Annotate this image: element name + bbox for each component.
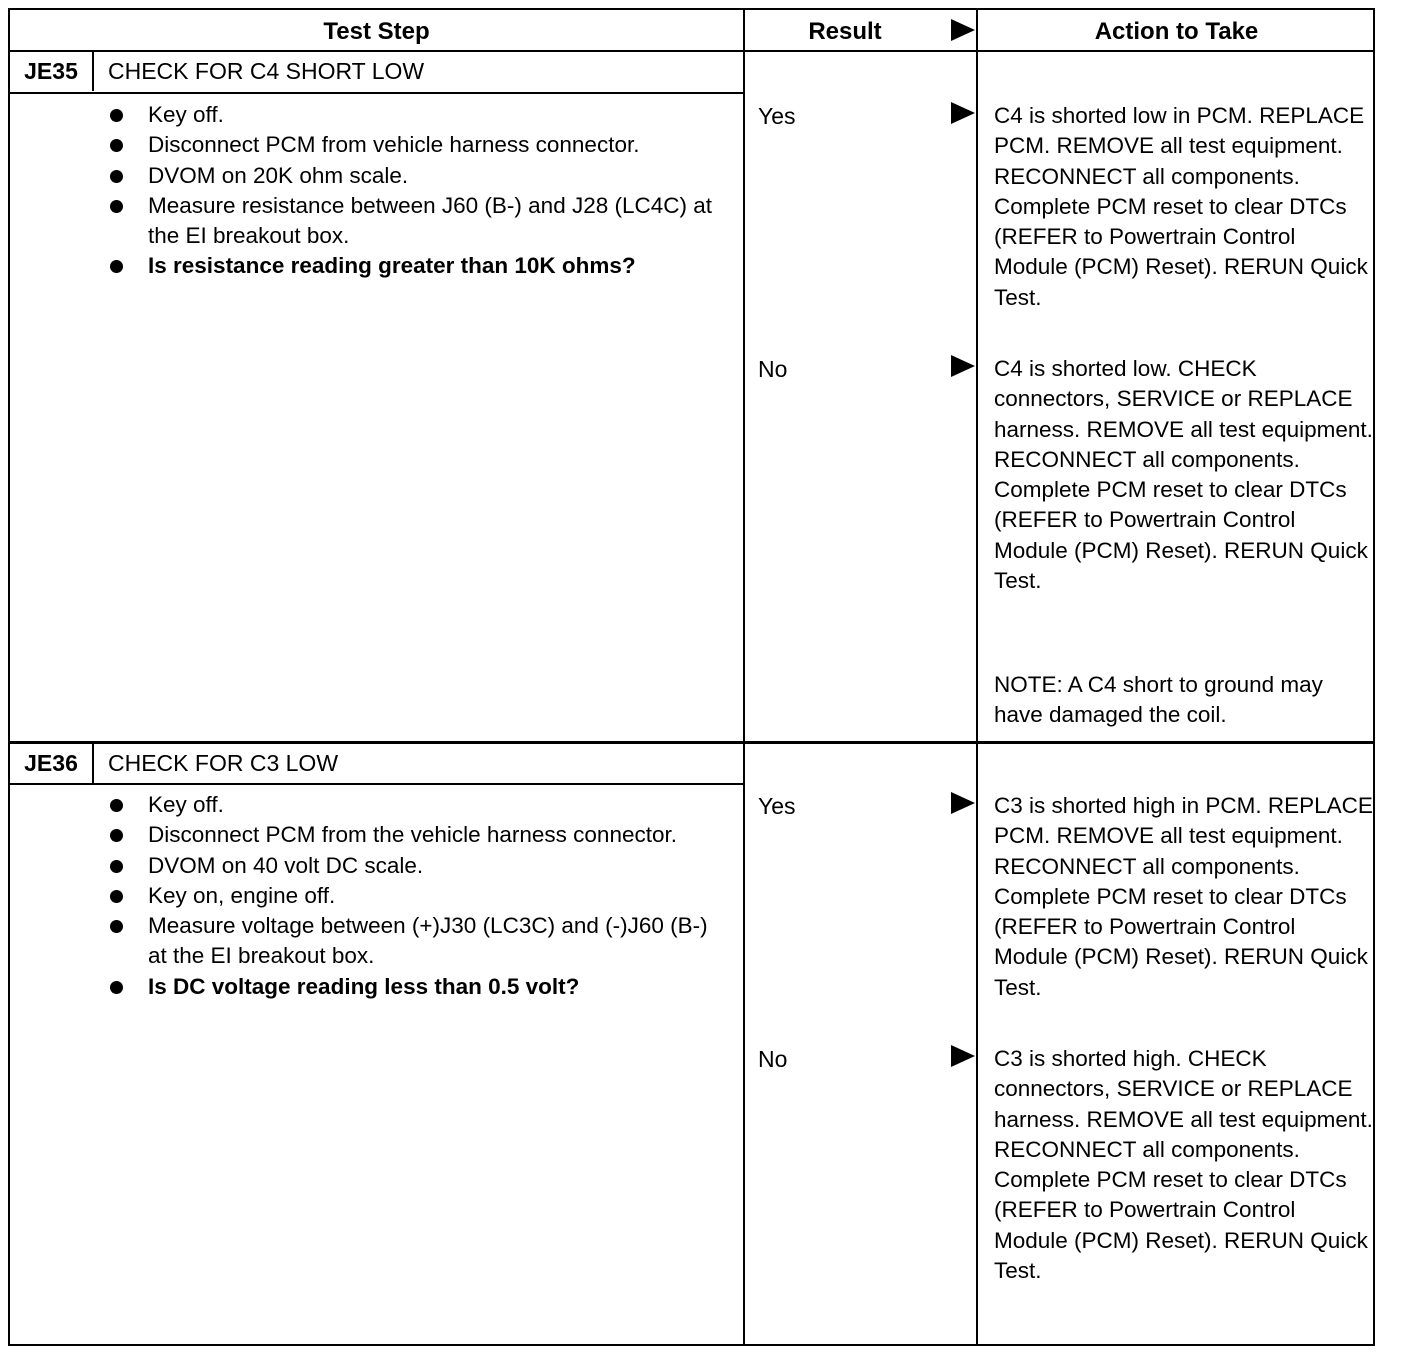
list-item: Key on, engine off. [106, 881, 726, 911]
result-no: No [758, 1046, 788, 1072]
list-item: DVOM on 40 volt DC scale. [106, 851, 726, 881]
list-item: DVOM on 20K ohm scale. [106, 161, 726, 191]
column-divider-result [743, 10, 745, 1344]
column-divider-action [976, 10, 978, 1344]
step-id: JE36 [24, 750, 78, 776]
step-title: CHECK FOR C4 SHORT LOW [108, 58, 425, 84]
result-yes: Yes [758, 793, 796, 819]
diagnostic-table [8, 8, 1375, 1346]
list-item: Measure voltage between (+)J30 (LC3C) and (-)J60 (B-) at the EI breakout box. [106, 911, 726, 972]
list-item: Measure resistance between J60 (B-) and J28 (LC4C) at the EI breakout box. [106, 191, 726, 252]
action-note: NOTE: A C4 short to ground may have damaged the coil. [994, 672, 1323, 728]
step-question: Is DC voltage reading less than 0.5 volt? [106, 972, 726, 1002]
arrow-right-icon [951, 355, 975, 377]
step-id-divider [92, 51, 94, 91]
step-title-divider [10, 783, 743, 785]
arrow-right-icon [951, 792, 975, 814]
list-item: Disconnect PCM from the vehicle harness connector. [106, 820, 726, 850]
result-no: No [758, 356, 788, 382]
step-instructions [106, 100, 726, 282]
step-id-divider [92, 743, 94, 783]
step-title-divider [10, 92, 743, 94]
step-instructions [106, 790, 726, 1002]
action-yes: C4 is shorted low in PCM. REPLACE PCM. REMOVE all test equipment. RECONNECT all components. Complete PCM reset to clear DTCs (REFER to Powertrain Control Module (PCM) Reset). RERUN Quick Test. [994, 103, 1368, 310]
action-yes: C3 is shorted high in PCM. REPLACE PCM. REMOVE all test equipment. RECONNECT all components. Complete PCM reset to clear DTCs (REFER to Powertrain Control Module (PCM) Reset). RERUN Quick Test. [994, 793, 1373, 1000]
header-action: Action to Take [1094, 18, 1259, 45]
action-no: C4 is shorted low. CHECK connectors, SERVICE or REPLACE harness. REMOVE all test equipment. RECONNECT all components. Complete PCM reset to clear DTCs (REFER to Powertrain Control Module (PCM) Reset). RERUN Quick Test. [994, 356, 1373, 594]
list-item: Key off. [106, 790, 726, 820]
header-result: Result [808, 18, 882, 45]
header-test-step: Test Step [323, 18, 430, 45]
step-title: CHECK FOR C3 LOW [108, 750, 339, 776]
list-item: Key off. [106, 100, 726, 130]
arrow-right-icon [951, 102, 975, 124]
header-arrow-icon [951, 19, 975, 41]
arrow-right-icon [951, 1045, 975, 1067]
result-yes: Yes [758, 103, 796, 129]
action-no: C3 is shorted high. CHECK connectors, SERVICE or REPLACE harness. REMOVE all test equipment. RECONNECT all components. Complete PCM reset to clear DTCs (REFER to Powertrain Control Module (PCM) Reset). RERUN Quick Test. [994, 1046, 1373, 1284]
list-item: Disconnect PCM from vehicle harness connector. [106, 130, 726, 160]
step-id: JE35 [24, 58, 78, 84]
step-question: Is resistance reading greater than 10K ohms? [106, 251, 726, 281]
